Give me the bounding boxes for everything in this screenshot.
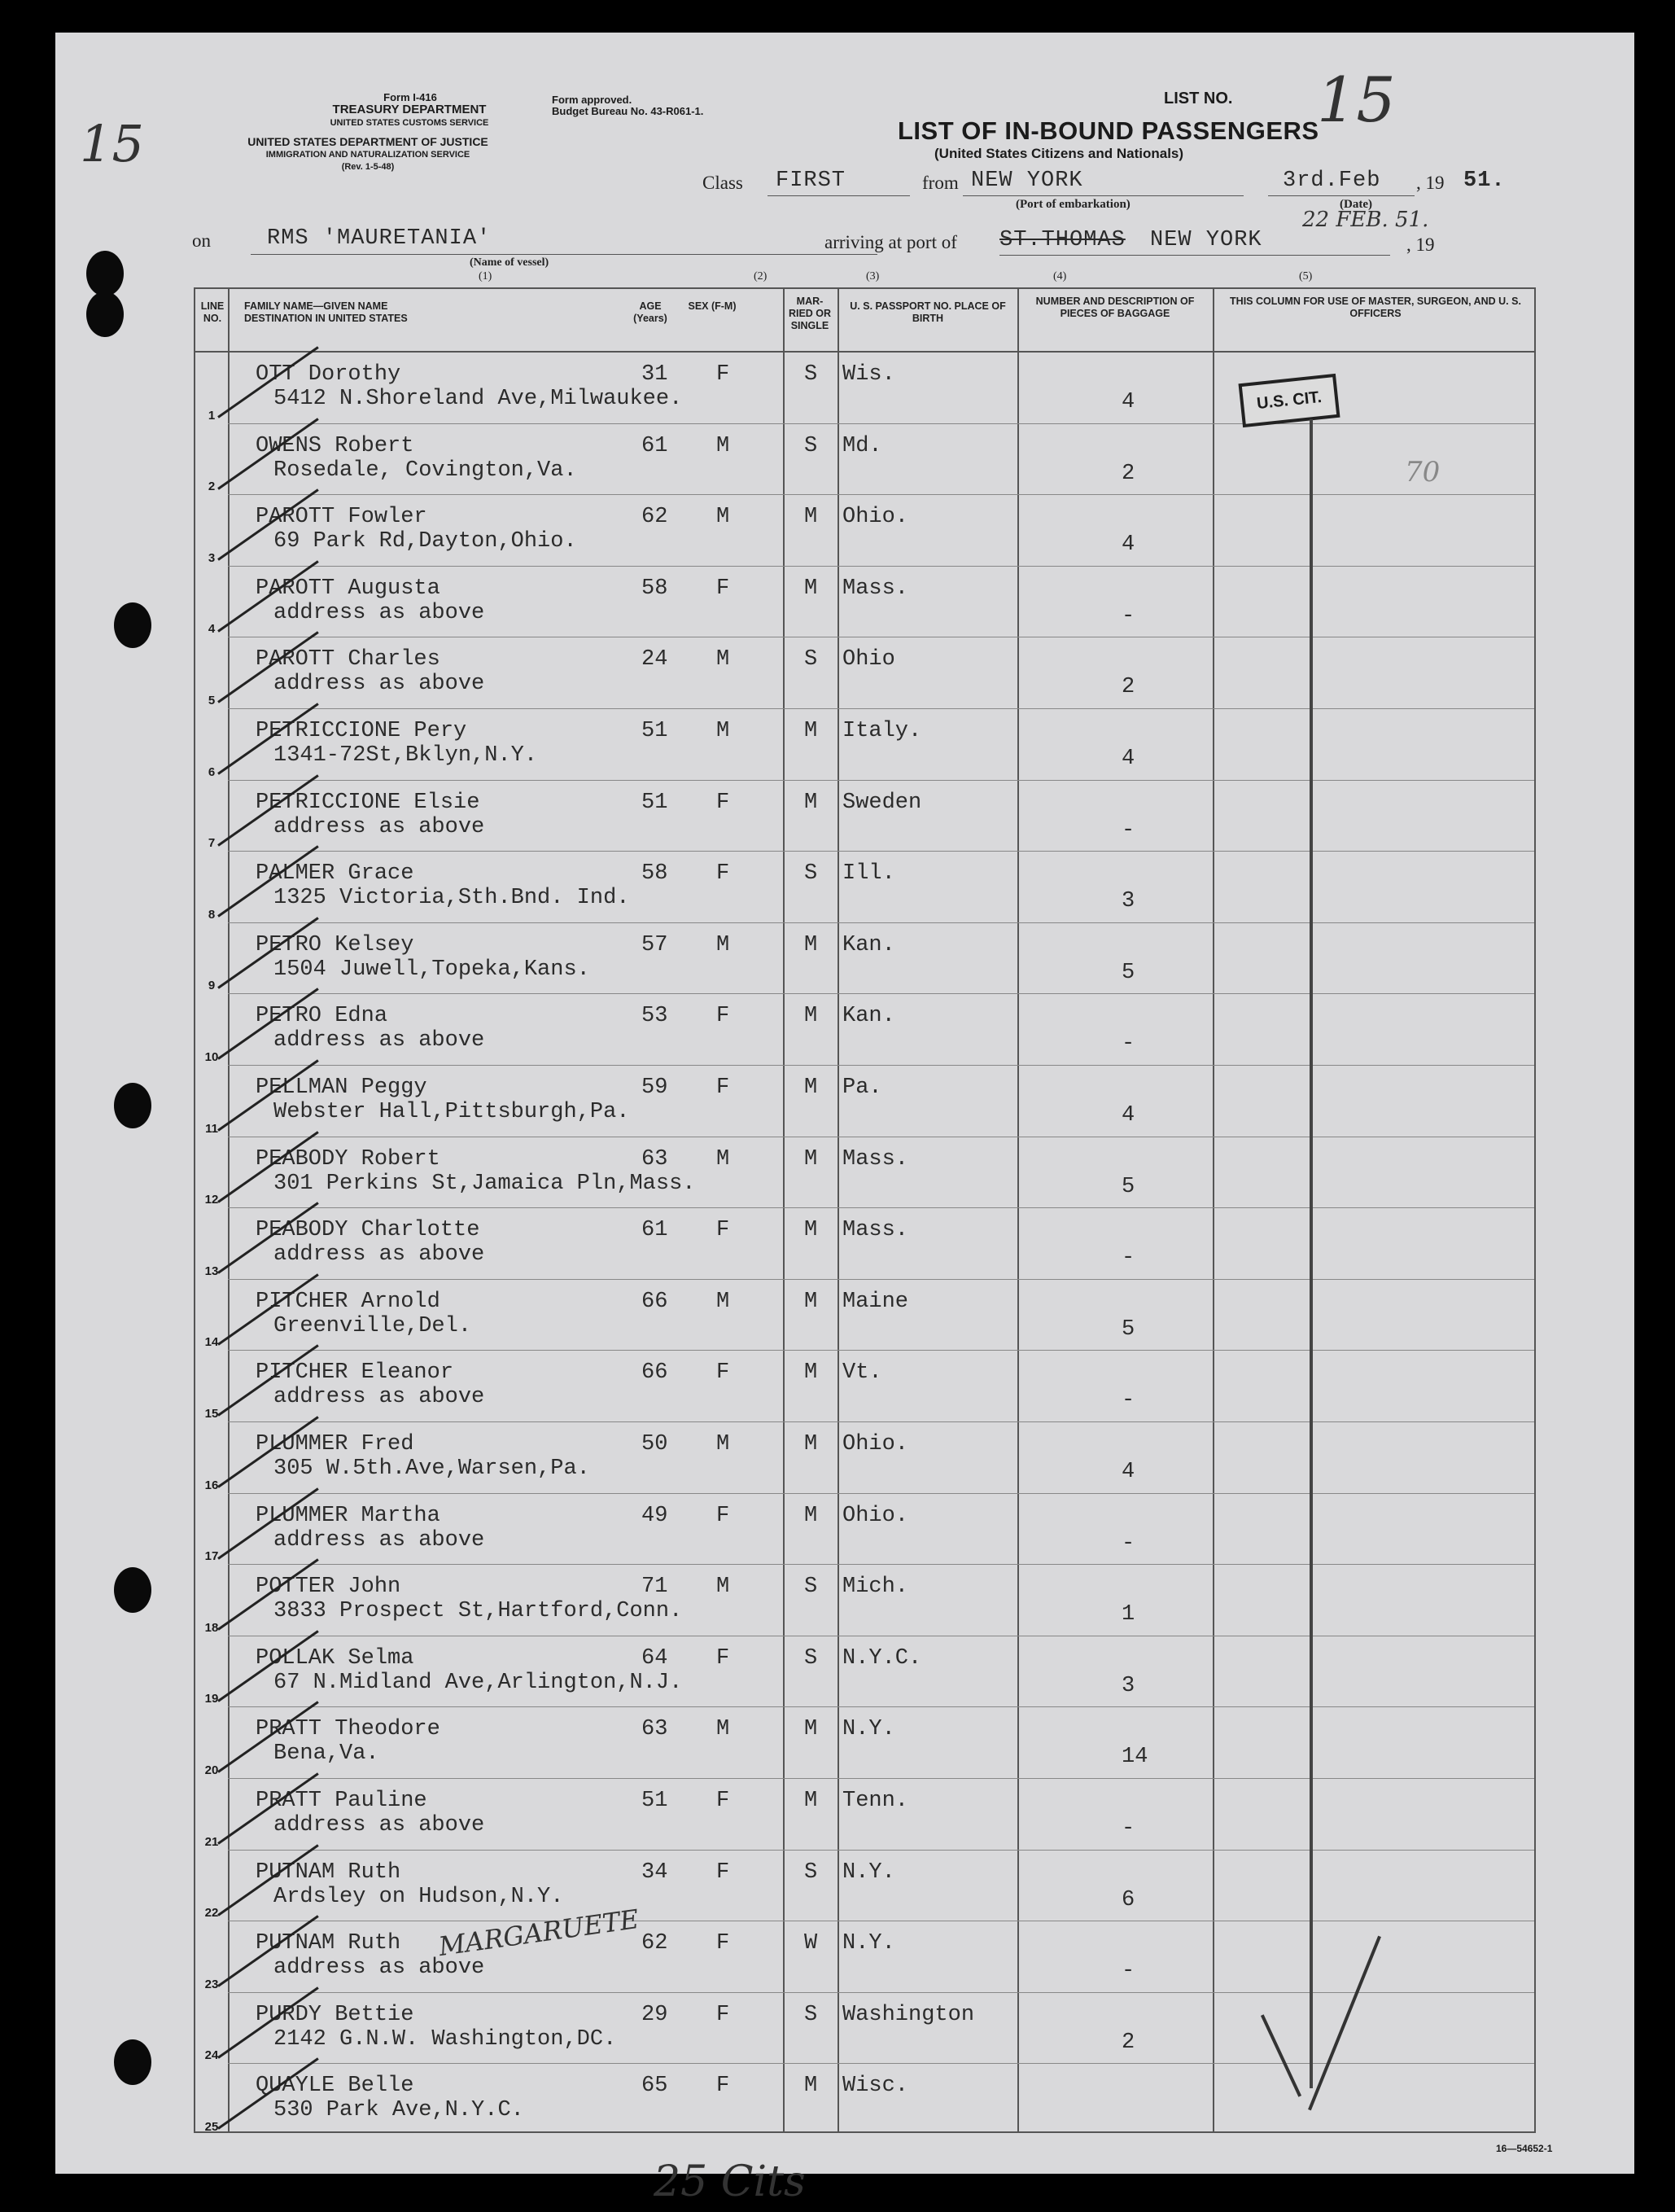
sex: F [716,1218,730,1243]
place-of-birth: Pa. [842,1075,882,1100]
table-row [195,1851,1534,1922]
sex: F [716,1645,730,1671]
passenger-name: PITCHER Arnold [256,1289,440,1314]
place-of-birth: Ohio. [842,505,909,530]
header-age: AGE (Years) [633,300,667,324]
destination-address: address as above [273,1813,485,1837]
sex: F [716,2002,730,2027]
marital-status: M [804,1503,818,1528]
on-label: on [192,230,211,251]
customs-service: UNITED STATES CUSTOMS SERVICE [330,118,489,128]
place-of-birth: Mass. [842,1218,909,1243]
marital-status: M [804,1218,818,1243]
sex: M [716,1146,730,1172]
sex: F [716,1859,730,1885]
baggage-count: 5 [1122,1316,1135,1342]
year-prefix: , 19 [1416,173,1445,193]
year-value: 51. [1463,169,1506,193]
page-title: LIST OF IN-BOUND PASSENGERS [898,116,1319,145]
place-of-birth: Wis. [842,362,895,387]
table-row [195,1137,1534,1209]
line-number: 6 [208,764,216,779]
baggage-count: 4 [1122,747,1135,771]
place-of-birth: Ohio. [842,1503,909,1528]
arriving-struck: ST.THOMAS [999,228,1126,252]
marital-status: W [804,1931,818,1956]
row23-handwritten-correction: MARGARUETE [436,1903,641,1963]
manifest-sheet [55,33,1634,2206]
header-sex: SEX (F-M) [688,300,737,312]
line-number: 18 [204,1620,219,1635]
baggage-count: 4 [1122,1103,1135,1128]
passenger-name: PRATT Pauline [256,1789,427,1813]
age: 61 [641,433,668,458]
line-number: 21 [204,1834,219,1849]
list-no-value: 15 [1317,64,1396,136]
age: 57 [641,932,668,957]
marital-status: M [804,505,818,530]
vessel-caption: (Name of vessel) [470,256,549,269]
passenger-name: PELLMAN Peggy [256,1075,427,1100]
passenger-name: PRATT Theodore [256,1717,440,1742]
destination-address: 301 Perkins St,Jamaica Pln,Mass. [273,1171,696,1196]
table-row [195,1351,1534,1422]
table-row [195,637,1534,709]
arriving-value: NEW YORK [1150,228,1262,252]
destination-address: 69 Park Rd,Dayton,Ohio. [273,529,577,554]
destination-address: 5412 N.Shoreland Ave,Milwaukee. [273,387,683,411]
sex: F [716,1931,730,1956]
baggage-count: 4 [1122,1460,1135,1484]
age: 34 [641,1859,668,1885]
col-num-5: (5) [1299,270,1313,283]
arriving-underline [999,255,1390,256]
vessel-underline [251,254,877,255]
footer-code: 16—54652-1 [1496,2143,1553,2154]
age: 66 [641,1289,668,1314]
marital-status: S [804,1575,818,1600]
place-of-birth: N.Y. [842,1859,895,1885]
line-number: 23 [204,1977,219,1991]
passenger-table [194,287,1536,2133]
line-number: 15 [204,1406,219,1421]
header-name: FAMILY NAME—GIVEN NAME DESTINATION IN UNITED STATES [244,300,408,324]
table-row [195,1565,1534,1636]
line-number: 20 [204,1763,219,1777]
sex: M [716,932,730,957]
age: 71 [641,1575,668,1600]
sex: F [716,1503,730,1528]
age: 58 [641,861,668,887]
table-row [195,923,1534,995]
sex: F [716,1789,730,1813]
line-number: 2 [208,480,216,494]
list-no-label: LIST NO. [1164,90,1233,107]
destination-address: Ardsley on Hudson,N.Y. [273,1884,564,1909]
destination-address: address as above [273,1242,485,1268]
revision: (Rev. 1-5-48) [341,162,395,172]
sex: M [716,647,730,672]
line-number: 9 [208,979,216,993]
header-married: MAR-RIED OR SINGLE [788,296,832,331]
age: 66 [641,1360,668,1386]
arriving-year: , 19 [1406,234,1435,255]
officer-tally-line [1310,419,1313,2088]
passenger-name: PAROTT Augusta [256,576,440,601]
destination-address: 3833 Prospect St,Hartford,Conn. [273,1599,683,1624]
place-of-birth: Tenn. [842,1789,909,1813]
marital-status: M [804,576,818,601]
table-row [195,567,1534,638]
destination-address: address as above [273,600,485,625]
vessel-name: RMS 'MAURETANIA' [267,226,492,251]
age: 61 [641,1218,668,1243]
sex: F [716,790,730,815]
line-number: 14 [204,1335,219,1350]
marital-status: M [804,1360,818,1386]
binder-hole [114,602,151,648]
table-row [195,2064,1534,2135]
table-row [195,1636,1534,1708]
age: 29 [641,2002,668,2027]
baggage-count: 3 [1122,1673,1135,1698]
passenger-name: PAROTT Fowler [256,505,427,530]
sex: M [716,1575,730,1600]
table-row [195,852,1534,923]
line-number: 8 [208,907,216,922]
us-citizen-stamp: U.S. CIT. [1239,374,1340,427]
place-of-birth: Mass. [842,576,909,601]
table-row [195,994,1534,1066]
baggage-count: - [1122,1032,1135,1057]
class-value: FIRST [776,169,846,193]
passenger-name: PUTNAM Ruth [256,1931,401,1956]
line-number: 12 [204,1193,219,1207]
from-value: NEW YORK [971,169,1083,193]
budget-bureau: Budget Bureau No. 43-R061-1. [552,105,704,117]
baggage-count: 5 [1122,1174,1135,1199]
age: 62 [641,505,668,530]
table-row [195,1921,1534,1993]
sex: F [716,362,730,387]
baggage-count: 5 [1122,960,1135,985]
sex: F [716,861,730,887]
destination-address: address as above [273,1385,485,1410]
class-underline [768,195,910,196]
place-of-birth: Italy. [842,719,922,743]
place-of-birth: Ohio. [842,1432,909,1456]
age: 62 [641,1931,668,1956]
marital-status: S [804,362,818,387]
place-of-birth: Ohio [842,647,895,672]
marital-status: M [804,1289,818,1314]
passenger-name: OWENS Robert [256,433,414,458]
marital-status: S [804,2002,818,2027]
passenger-name: PETRO Edna [256,1004,388,1029]
baggage-count: - [1122,1388,1135,1413]
destination-address: Webster Hall,Pittsburgh,Pa. [273,1100,630,1124]
marital-status: M [804,719,818,743]
class-label: Class [702,173,743,193]
marital-status: M [804,1717,818,1742]
destination-address: Greenville,Del. [273,1313,472,1338]
date-underline [1268,195,1415,196]
passenger-name: PALMER Grace [256,861,414,887]
binder-hole [86,291,124,337]
header-passport: U. S. PASSPORT NO. PLACE OF BIRTH [850,300,1006,324]
header-officers: THIS COLUMN FOR USE OF MASTER, SURGEON, AND U. S. OFFICERS [1230,296,1521,319]
ins-service: IMMIGRATION AND NATURALIZATION SERVICE [265,150,470,160]
line-number: 10 [204,1049,219,1064]
age: 63 [641,1717,668,1742]
sex: M [716,505,730,530]
destination-address: 1341-72St,Bklyn,N.Y. [273,743,538,768]
passenger-name: QUAYLE Belle [256,2074,414,2099]
place-of-birth: Vt. [842,1360,882,1386]
destination-address: address as above [273,1028,485,1053]
marital-status: S [804,1645,818,1671]
marital-status: M [804,1146,818,1172]
table-row [195,1280,1534,1351]
footer-citizen-count: 25 Cits [654,2157,806,2206]
passenger-name: PLUMMER Fred [256,1432,414,1456]
destination-address: address as above [273,814,485,839]
baggage-count: - [1122,1816,1135,1841]
line-number: 16 [204,1478,219,1492]
col-num-1: (1) [479,270,492,283]
age: 65 [641,2074,668,2099]
place-of-birth: Washington [842,2002,975,2027]
baggage-count: - [1122,817,1135,843]
place-of-birth: Mich. [842,1575,909,1600]
destination-address: 1325 Victoria,Sth.Bnd. Ind. [273,886,630,911]
place-of-birth: Kan. [842,932,895,957]
treasury-dept: TREASURY DEPARTMENT [332,103,487,116]
age: 63 [641,1146,668,1172]
age: 51 [641,719,668,743]
marital-status: M [804,1432,818,1456]
destination-address: address as above [273,672,485,697]
age: 53 [641,1004,668,1029]
table-row [195,424,1534,496]
destination-address: Bena,Va. [273,1741,379,1767]
baggage-count: 4 [1122,532,1135,558]
binder-hole [86,251,124,296]
passenger-name: PURDY Bettie [256,2002,414,2027]
sex: M [716,1289,730,1314]
passenger-name: PETRICCIONE Elsie [256,790,480,815]
place-of-birth: Md. [842,433,882,458]
sex: M [716,1717,730,1742]
binder-hole [114,1083,151,1128]
passenger-name: PEABODY Robert [256,1146,440,1172]
marital-status: M [804,1789,818,1813]
age: 31 [641,362,668,387]
table-row [195,1494,1534,1566]
line-number: 13 [204,1264,219,1278]
header-baggage: NUMBER AND DESCRIPTION OF PIECES OF BAGGAGE [1035,296,1195,319]
form-number: Form I-416 [383,91,437,103]
from-underline [963,195,1244,196]
table-row [195,709,1534,781]
age: 51 [641,1789,668,1813]
destination-address: 67 N.Midland Ave,Arlington,N.J. [273,1670,683,1695]
place-of-birth: N.Y. [842,1717,895,1742]
line-number: 19 [204,1692,219,1706]
place-of-birth: N.Y. [842,1931,895,1956]
age: 49 [641,1503,668,1528]
table-row [195,1422,1534,1494]
baggage-count: - [1122,1246,1135,1271]
port-caption: (Port of embarkation) [1016,198,1131,211]
page-subtitle: (United States Citizens and Nationals) [934,146,1184,161]
passenger-name: PLUMMER Martha [256,1503,440,1528]
place-of-birth: Kan. [842,1004,895,1029]
arrival-date-handwritten: 22 FEB. 51. [1302,208,1429,232]
passenger-name: PAROTT Charles [256,647,440,672]
place-of-birth: Mass. [842,1146,909,1172]
baggage-count: 1 [1122,1602,1135,1627]
line-number: 11 [205,1121,218,1136]
destination-address: 305 W.5th.Ave,Warsen,Pa. [273,1456,590,1481]
row-container [195,353,1534,2134]
baggage-count: 2 [1122,2030,1135,2055]
passenger-name: POTTER John [256,1575,401,1600]
destination-address: address as above [273,1956,485,1981]
passenger-name: PITCHER Eleanor [256,1360,454,1386]
marital-status: S [804,647,818,672]
sex: M [716,719,730,743]
age: 51 [641,790,668,815]
from-label: from [922,173,959,193]
marital-status: M [804,1004,818,1029]
passenger-name: OTT Dorothy [256,362,401,387]
binder-hole [114,2039,151,2085]
line-number: 25 [204,2119,219,2134]
place-of-birth: Maine [842,1289,909,1314]
header-line-no: LINE NO. [200,300,225,324]
marital-status: M [804,1075,818,1100]
margin-page-number: 15 [80,114,144,173]
baggage-count: - [1122,1959,1135,1984]
col-num-3: (3) [866,270,880,283]
passenger-name: PETRICCIONE Pery [256,719,467,743]
baggage-count: 14 [1122,1745,1148,1770]
marital-status: S [804,433,818,458]
sex: F [716,2074,730,2099]
date-value: 3rd.Feb [1283,169,1381,193]
baggage-count: 2 [1122,675,1135,700]
place-of-birth: N.Y.C. [842,1645,922,1671]
baggage-count: 4 [1122,390,1135,414]
arriving-label: arriving at port of [824,232,957,252]
sex: F [716,1360,730,1386]
baggage-count: - [1122,1531,1135,1556]
line-number: 3 [208,550,216,565]
destination-address: 2142 G.N.W. Washington,DC. [273,2026,617,2052]
justice-dept: UNITED STATES DEPARTMENT OF JUSTICE [247,135,488,148]
line-number: 24 [204,2048,219,2063]
age: 58 [641,576,668,601]
baggage-count: 3 [1122,889,1135,914]
sex: F [716,1004,730,1029]
table-row [195,495,1534,567]
marital-status: M [804,2074,818,2099]
line-number: 22 [204,1906,219,1921]
baggage-count: 6 [1122,1887,1135,1912]
age: 50 [641,1432,668,1456]
destination-address: Rosedale, Covington,Va. [273,458,577,483]
col-num-4: (4) [1053,270,1067,283]
line-number: 7 [208,836,216,851]
margin-70: 70 [1405,456,1441,488]
sex: M [716,433,730,458]
sex: F [716,576,730,601]
marital-status: S [804,861,818,887]
line-number: 4 [208,622,216,637]
age: 59 [641,1075,668,1100]
passenger-name: PEABODY Charlotte [256,1218,480,1243]
passenger-name: PETRO Kelsey [256,932,414,957]
table-row [195,1066,1534,1137]
marital-status: M [804,932,818,957]
table-row [195,781,1534,852]
sex: M [716,1432,730,1456]
place-of-birth: Ill. [842,861,895,887]
age: 64 [641,1645,668,1671]
table-row [195,1779,1534,1851]
age: 24 [641,647,668,672]
line-number: 17 [204,1549,219,1564]
destination-address: address as above [273,1527,485,1553]
destination-address: 1504 Juwell,Topeka,Kans. [273,957,590,982]
passenger-name: PUTNAM Ruth [256,1859,401,1885]
binder-hole [114,1567,151,1613]
marital-status: M [804,790,818,815]
baggage-count: - [1122,603,1135,629]
form-approved: Form approved. [552,94,632,106]
destination-address: 530 Park Ave,N.Y.C. [273,2098,524,2123]
col-num-2: (2) [754,270,768,283]
line-number: 1 [208,408,216,423]
marital-status: S [804,1859,818,1885]
table-row [195,1208,1534,1280]
place-of-birth: Wisc. [842,2074,909,2099]
line-number: 5 [208,693,216,707]
sex: F [716,1075,730,1100]
table-row [195,1707,1534,1779]
place-of-birth: Sweden [842,790,922,815]
baggage-count: 2 [1122,461,1135,486]
date-caption: (Date) [1340,198,1372,211]
passenger-name: POLLAK Selma [256,1645,414,1671]
